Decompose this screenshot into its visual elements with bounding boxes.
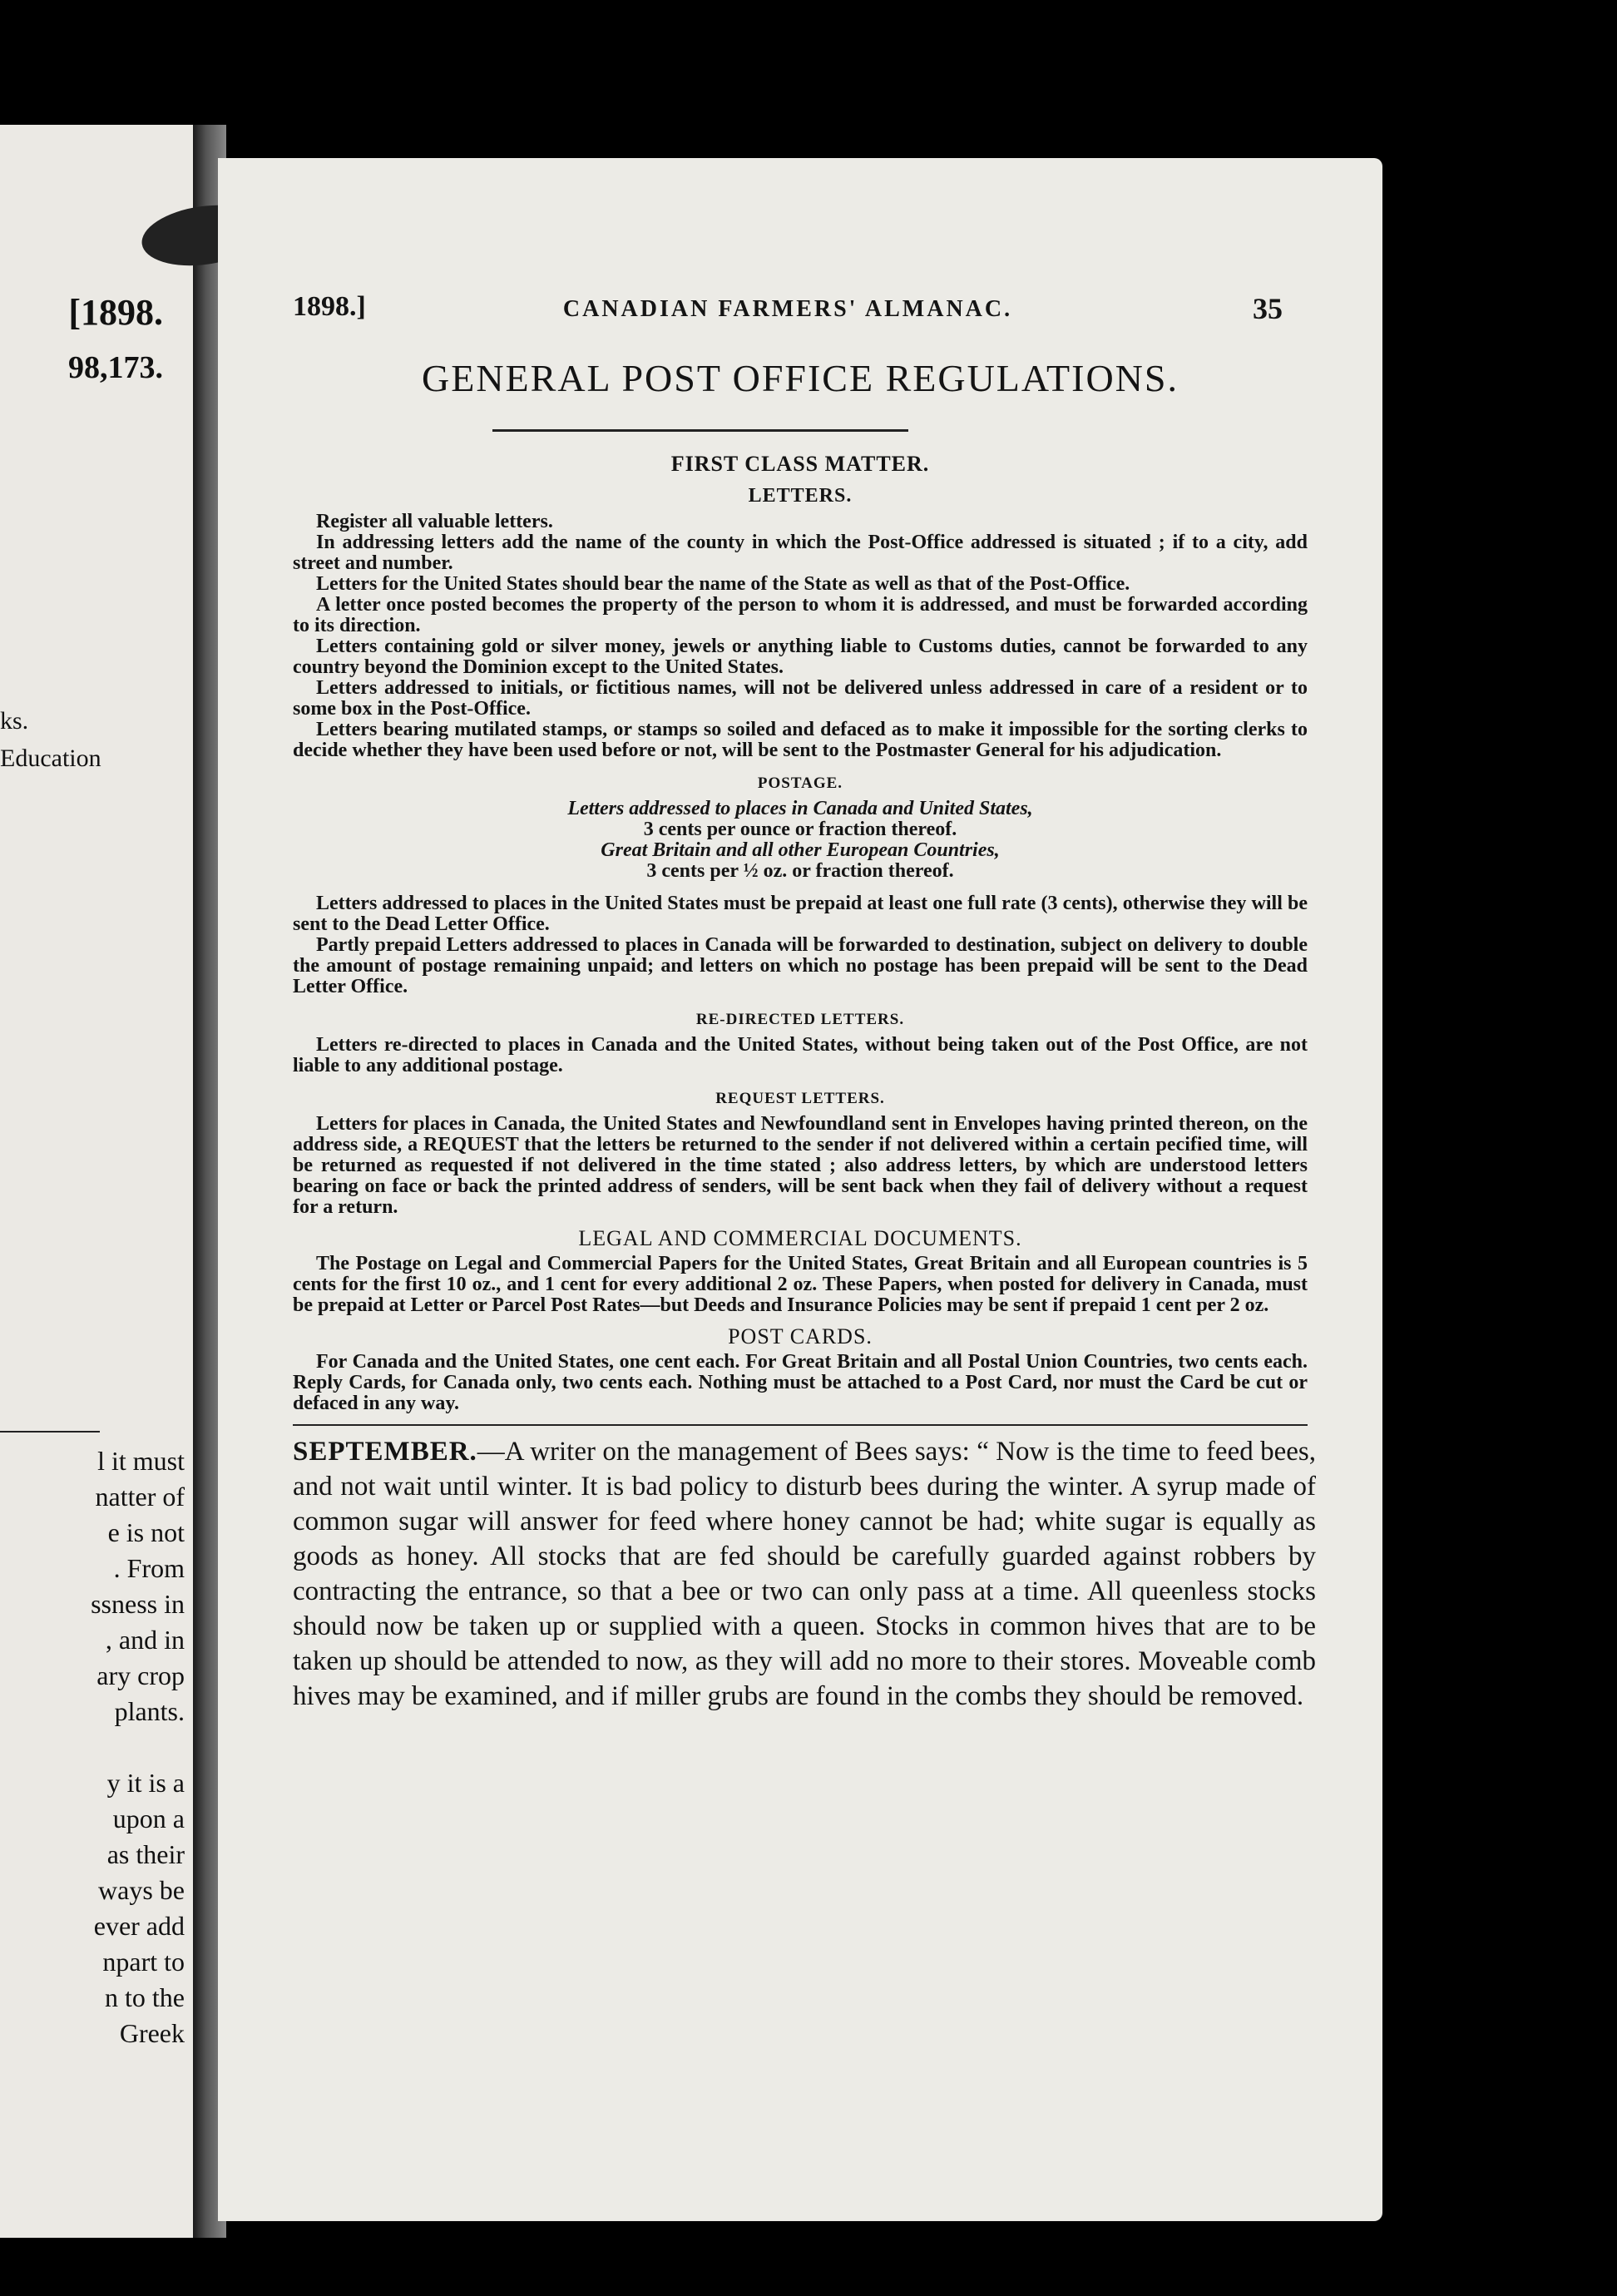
running-head-year: 1898.] [293, 291, 366, 322]
section-heading-first-class: FIRST CLASS MATTER. [670, 452, 930, 476]
previous-page-fragment [0, 125, 196, 2238]
previous-page-line: . From [113, 1553, 185, 1583]
previous-page-line: npart to [102, 1947, 185, 1977]
previous-page-line: y it is a [106, 1768, 185, 1798]
previous-page-year: [1898. [68, 292, 163, 333]
previous-page-line: ary crop [96, 1660, 185, 1690]
section-heading-request: REQUEST LETTERS. [715, 1090, 885, 1107]
previous-page-line: ever add [93, 1911, 185, 1941]
title-rule [492, 429, 908, 432]
paragraph: Letters re-directed to places in Canada and the United States, without being taken out of the Post Office, are not liable to any additional postage. [293, 1034, 1308, 1076]
previous-page-line: natter of [95, 1482, 185, 1512]
previous-page-rule [0, 1431, 100, 1433]
paragraph: Letters for places in Canada, the United States and Newfoundland sent in Envelopes having printed thereon, on the address side, a REQUEST that the letters be returned to the sender if not delivered within a certain pecified time, will be returned as requested if not delivered in the time stated ; also address letters, by which are understood letters bearing on face or back the printed address of senders, will be sent back when they fail of delivery without a request for a return. [293, 1113, 1308, 1218]
previous-page-line: ssness in [91, 1589, 185, 1619]
previous-page-word: Education [0, 745, 101, 772]
paragraph: Register all valuable letters. [316, 511, 553, 532]
almanac-page [218, 158, 1382, 2221]
postage-rate-line: 3 cents per ounce or fraction thereof. [643, 819, 957, 840]
previous-page-line: plants. [114, 1696, 185, 1726]
section-heading-redirected: RE-DIRECTED LETTERS. [695, 1011, 905, 1028]
page-number: 35 [1253, 292, 1283, 325]
previous-page-line: l it must [97, 1446, 185, 1476]
postage-rate-line: Letters addressed to places in Canada and United States, [567, 798, 1033, 819]
previous-page-line: , and in [105, 1625, 185, 1655]
paragraph: Letters containing gold or silver money, jewels or anything liable to Customs duties, cannot be forwarded to any country beyond the Dominion except to the United States. [293, 636, 1308, 678]
previous-page-lines [91, 1443, 185, 2051]
previous-page-line: n to the [105, 1982, 185, 2012]
previous-page-word: ks. [0, 707, 29, 735]
paragraph: A letter once posted becomes the property of the person to whom it is addressed, and must be forwarded according to its direction. [293, 594, 1308, 636]
previous-page-line: ways be [98, 1875, 185, 1905]
previous-page-line: as their [106, 1839, 185, 1869]
paragraph: Letters bearing mutilated stamps, or stamps so soiled and defaced as to make it impossible for the sorting clerks to decide whether they have been used before or not, will be sent to the Postmaster General for his adjudication. [293, 719, 1308, 761]
section-heading-postage: POSTAGE. [757, 774, 843, 792]
running-head-title: CANADIAN FARMERS' ALMANAC. [562, 296, 1013, 322]
previous-page-number: 98,173. [68, 350, 163, 385]
postage-rate-line: Great Britain and all other European Countries, [601, 839, 1000, 861]
section-heading-letters: LETTERS. [748, 485, 853, 507]
previous-page-line: e is not [107, 1517, 185, 1547]
section-heading-legal: LEGAL AND COMMERCIAL DOCUMENTS. [578, 1226, 1022, 1250]
paragraph: Letters for the United States should bear the name of the State as well as that of the Post-Office. [316, 573, 1130, 595]
previous-page-line: Greek [119, 2018, 185, 2048]
september-text: —A writer on the management of Bees says: “ Now is the time to feed bees, and not wait until winter. It is bad policy to disturb bees during the winter. A syrup made of common sugar will answer for feed where honey cannot be had; white sugar is equally as goods as honey. All stocks that are fed should be carefully guarded against robbers by contracting the entrance, so that a bee or two can only pass at a time. All queenless stocks should now be taken up or supplied with a queen. Stocks in common hives that are to be taken up should be attended to now, as they will add no more to their stores. Moveable comb hives may be examined, and if miller grubs are found in the combs they should be removed. [293, 1437, 1316, 1711]
regulations-body [293, 452, 1316, 1714]
paragraph: For Canada and the United States, one cent each. For Great Britain and all Postal Union Countries, two cents each. Reply Cards, for Canada only, two cents each. Nothing must be attached to a Post Card, nor must the Card be cut or defaced in any way. [293, 1351, 1308, 1414]
page-title: GENERAL POST OFFICE REGULATIONS. [422, 357, 1179, 399]
paragraph: The Postage on Legal and Commercial Papers for the United States, Great Britain and all European countries is 5 cents for the first 10 oz., and 1 cent for every additional 2 oz. These Papers, when posted for delivery in Canada, must be prepaid at Letter or Parcel Post Rates—but Deeds and Insurance Policies may be sent if prepaid 1 cent per 2 oz. [293, 1253, 1308, 1316]
september-lead: SEPTEMBER. [293, 1437, 477, 1467]
previous-page-line [91, 1729, 185, 1765]
section-heading-post-cards: POST CARDS. [728, 1324, 873, 1348]
paragraph: Letters addressed to initials, or fictitious names, will not be delivered unless addressed in care of a resident or to some box in the Post-Office. [293, 677, 1308, 720]
paragraph: Partly prepaid Letters addressed to places in Canada will be forwarded to destination, subject on delivery to double the amount of postage remaining unpaid; and letters on which no postage has been prepaid will be sent to the Dead Letter Office. [293, 934, 1308, 997]
running-head [293, 291, 1283, 333]
previous-page-line: upon a [112, 1804, 185, 1833]
postage-rate-line: 3 cents per ½ oz. or fraction thereof. [646, 860, 954, 882]
section-rule [293, 1424, 1308, 1426]
paragraph: Letters addressed to places in the United States must be prepaid at least one full rate (3 cents), otherwise they will be sent to the Dead Letter Office. [293, 893, 1308, 935]
paragraph: In addressing letters add the name of the county in which the Post-Office addressed is situated ; if to a city, add street and number. [293, 532, 1308, 574]
september-note [293, 1434, 1316, 1714]
